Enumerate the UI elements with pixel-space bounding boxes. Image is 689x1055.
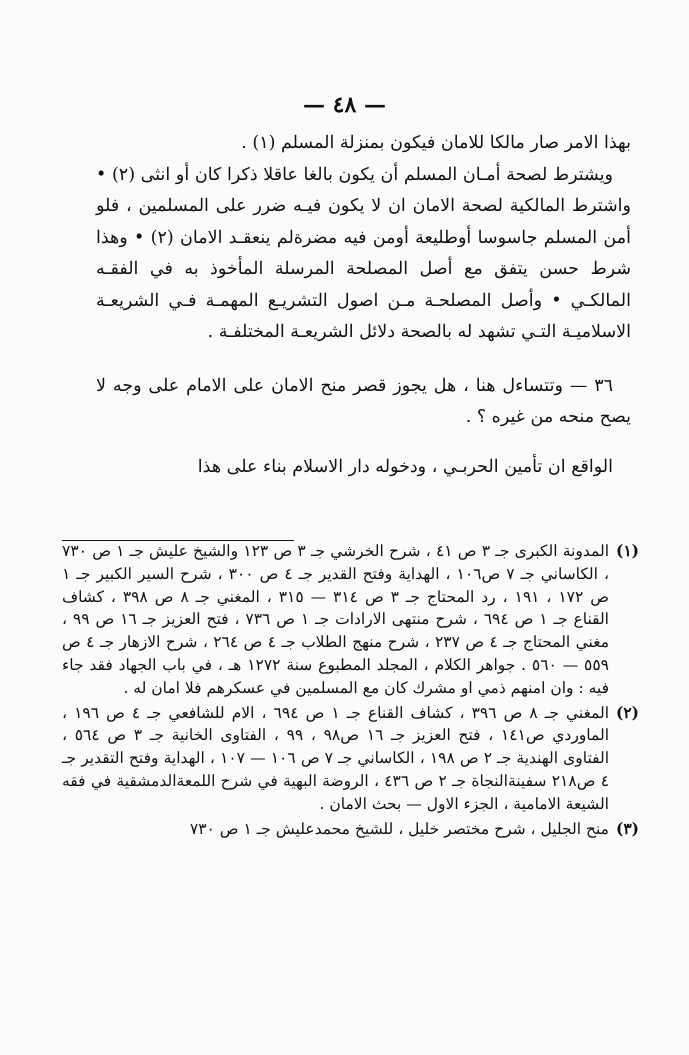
footnote-3: [62, 818, 639, 841]
footnote-separator: [62, 540, 294, 541]
footnote-text: المغني جـ ٨ ص ٣٩٦ ، كشاف القناع جـ ١ ص ٦٩٤ ، الام للشافعي جـ ٤ ص ١٩٦ ، الماوردي ص١٤١ ، فتح العزيز جـ ١٦ ص٩٨ ، ٩٩ ، الفتاوى الخانية جـ ٣ ص ٥٦٤ ، الفتاوى الهندية جـ ٢ ص ١٩٨ ، الكاساني جـ ٧ ص ١٠٦ — ١٠٧ ، الهداية وفتح التقدير جـ ٤ ص٢١٨ سفينةالنجاة جـ ٢ ص ٤٣٦ ، الروضة البهية في شرح اللمعةالدمشقية في فقه الشيعة الامامية ، الجزء الاول — بحث الامان .: [62, 703, 610, 813]
paragraph-3: ٣٦ — وتتساءل هنا ، هل يجوز قصر منح الامان على الامام على وجه لا يصح منحه من غيره ؟ .: [96, 375, 631, 427]
page-number: — ٤٨ —: [303, 92, 386, 118]
footnote-2: [62, 702, 639, 816]
footnote-number: (١): [615, 541, 639, 560]
footnotes: [62, 540, 639, 840]
footnote-1: [62, 540, 639, 700]
footnote-text: منح الجليل ، شرح مختصر خليل ، للشيخ محمدعليش جـ ١ ص ٧٣٠: [189, 819, 609, 838]
paragraph-2: ويشترط لصحة أمـان المسلم أن يكون بالغا عاقلا ذكرا كان أو انثى (٢) • واشترط المالكية لصحة الامان ان لا يكون فيـه ضرر على المسلمين ، فلو أمن المسلم جاسوسا أوطليعة أومن فيه مضرةلم ينعقـد الامان (٢) • وهذا شرط حسن يتفق مع أصل المصلحة المرسلة المأخوذ به في الفقـه المالكـي • وأصل المصلحـة مـن اصول التشريـع المهمـة فـي الشريعـة الاسلاميـة التـي تشهد له بالصحة دلائل الشريعـة المختلفـة .: [96, 164, 631, 342]
paragraph-4: الواقع ان تأمين الحربـي ، ودخوله دار الاسلام بناء على هذا: [197, 456, 613, 477]
footnote-number: (٢): [615, 702, 639, 722]
footnote-number: (٣): [615, 818, 639, 838]
main-text: [96, 128, 631, 483]
paragraph-1: بهذا الامر صار مالكا للامان فيكون بمنزلة المسلم (١) .: [241, 133, 631, 153]
footnote-text: المدونة الكبرى جـ ٣ ص ٤١ ، شرح الخرشي جـ ٣ ص ١٢٣ والشيخ عليش جـ ١ ص ٧٣٠ ، الكاساني جـ ٧ ص١٠٦ ، الهداية وفتح القدير جـ ٤ ص ٣٠٠ ، شرح السير الكبير جـ ١ ص ١٧٢ ، ١٩١ ، رد المحتاج جـ ٣ ص ٣١٤ — ٣١٥ ، المغني جـ ٨ ص ٣٩٨ ، كشاف القناع جـ ١ ص ٦٩٤ ، شرح منتهى الارادات جـ ١ ص ٧٣٦ ، فتح العزيز جـ ١٦ ص ٩٩ ، مغني المحتاج جـ ٤ ص ٢٣٧ ، شرح منهج الطلاب جـ ٤ ص ٢٦٤ ، شرح الازهار جـ ٤ ص ٥٥٩ — ٥٦٠ . جواهر الكلام ، المجلد المطبوع سنة ١٢٧٢ هـ ، في باب الجهاد فقد جاء فيه : وان امنهم ذمي او مشرك كان مع المسلمين في عسكرهم فلا امان له .: [62, 542, 610, 697]
